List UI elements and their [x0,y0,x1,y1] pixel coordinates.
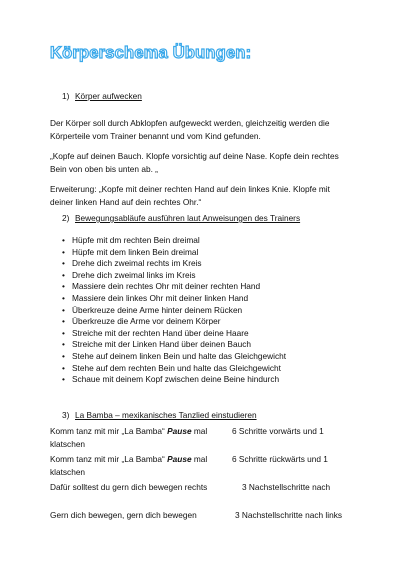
dance-step: 3 Nachstellschritte nach [242,482,331,492]
bullet-icon: • [62,316,65,327]
section-2-title: Bewegungsabläufe ausführen laut Anweisungen des Trainers [75,213,301,223]
section-3-heading [62,410,257,420]
list-item: • Überkreuze die Arme vor deinem Körper [62,316,221,327]
pause-label: Pause [167,426,192,436]
list-item: • Schaue mit deinem Kopf zwischen deine Beine hindurch [62,374,280,385]
song-lyric: Dafür solltest du gern dich bewegen rechts [50,482,208,492]
section-2-heading [62,213,300,223]
bullet-icon: • [62,246,65,257]
song-lyric: Komm tanz mit mir „La Bamba“ Pause mal klatschen [50,426,208,449]
bullet-icon: • [62,327,65,338]
exercise-list [50,235,360,386]
bullet-icon: • [62,269,65,280]
section-1-paragraph-2: „Kopfe auf deinen Bauch. Klopfe vorsichtig auf deine Nase. Kopfe dein rechtes Bein von oben bis unten ab. „ [50,151,339,174]
list-item: • Hüpfe mit dem linken Bein dreimal [62,246,199,257]
bullet-icon: • [62,281,65,292]
dance-step: 6 Schritte rückwärts und 1 [232,454,328,464]
bullet-icon: • [62,304,65,315]
section-1-paragraph-1: Der Körper soll durch Abklopfen aufgeweckt werden, gleichzeitig werden die Körperteile vom Trainer benannt und vom Kind gefunden. [50,118,330,141]
song-row [50,425,350,451]
song-row [50,509,350,523]
list-item: • Stehe auf dem rechten Bein und halte das Gleichgewicht [62,362,281,373]
bullet-icon: • [62,235,65,245]
section-1-paragraph-3: Erweiterung: „Kopfe mit deiner rechten Hand auf dein linkes Knie. Klopfe mit deiner linken Hand auf dein rechtes Ohr.“ [50,184,330,207]
list-item: • Streiche mit der Linken Hand über deinen Bauch [62,339,251,350]
bullet-icon: • [62,350,65,361]
list-item: • Streiche mit der rechten Hand über deine Haare [62,327,249,338]
page-title: Körperschema Übungen: [50,44,252,62]
list-item: • Überkreuze deine Arme hinter deinem Rücken [62,304,243,315]
bullet-icon: • [62,374,65,385]
song-row [50,453,350,479]
bullet-icon: • [62,339,65,350]
section-2-number: 2) [62,213,70,223]
list-item: • Massiere dein rechtes Ohr mit deiner rechten Hand [62,281,261,292]
section-3-number: 3) [62,410,70,420]
song-lyric: Gern dich bewegen, gern dich bewegen [50,510,197,520]
list-item: • Hüpfe mit dm rechten Bein dreimal [62,235,200,245]
section-1-title: Körper aufwecken [75,91,142,101]
list-item: • Stehe auf deinem linken Bein und halte das Gleichgewicht [62,350,287,361]
bullet-icon: • [62,362,65,373]
bullet-icon: • [62,258,65,269]
list-item: • Drehe dich zweimal links im Kreis [62,269,196,280]
list-item: • Massiere dein linkes Ohr mit deiner linken Hand [62,292,249,303]
bullet-icon: • [62,292,65,303]
section-1-heading [62,91,142,101]
section-1-number: 1) [62,91,70,101]
pause-label: Pause [167,454,192,464]
song-lyric: Komm tanz mit mir „La Bamba“ Pause mal klatschen [50,454,208,477]
section-3-title: La Bamba – mexikanisches Tanzlied einstudieren [75,410,257,420]
dance-step: 6 Schritte vorwärts und 1 [232,426,324,436]
dance-step: 3 Nachstellschritte nach links [235,510,342,520]
song-row [50,481,350,507]
list-item: • Drehe dich zweimal rechts im Kreis [62,258,202,269]
